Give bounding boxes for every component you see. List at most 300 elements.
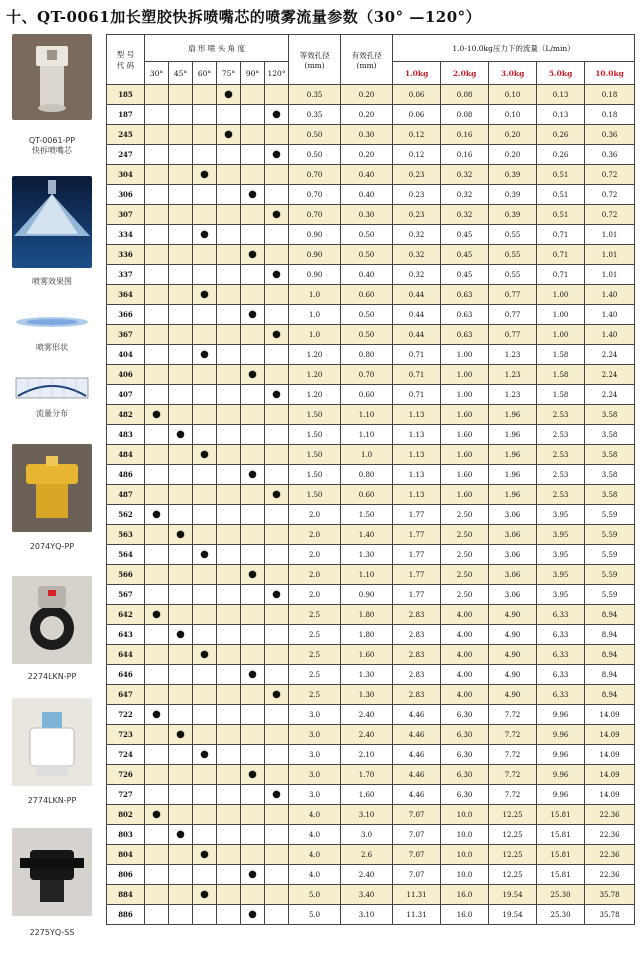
flow-cell: 2.50	[441, 585, 489, 605]
eff-orifice-cell: 1.80	[341, 605, 393, 625]
angle-cell	[241, 405, 265, 425]
angle-cell	[193, 905, 217, 925]
angle-cell	[169, 405, 193, 425]
angle-cell	[169, 505, 193, 525]
flow-cell: 4.90	[489, 645, 537, 665]
angle-cell	[145, 665, 169, 685]
flow-cell: 2.24	[585, 345, 635, 365]
table-row	[107, 125, 635, 145]
eq-orifice-cell: 5.0	[289, 905, 341, 925]
flow-cell: 10.0	[441, 825, 489, 845]
angle-cell	[265, 665, 289, 685]
flow-cell: 7.07	[393, 845, 441, 865]
flow-cell: 12.25	[489, 805, 537, 825]
angle-cell	[193, 505, 217, 525]
flow-cell: 15.81	[537, 845, 585, 865]
angle-cell	[145, 485, 169, 505]
model-code-cell: 407	[107, 385, 145, 405]
eff-orifice-cell: 0.20	[341, 145, 393, 165]
flow-cell: 0.16	[441, 145, 489, 165]
angle-cell	[241, 485, 265, 505]
eff-orifice-cell: 2.40	[341, 705, 393, 725]
header-pressure: 1.0kg	[393, 62, 441, 85]
model-code-cell: 643	[107, 625, 145, 645]
flow-cell: 1.60	[441, 405, 489, 425]
flow-cell: 1.60	[441, 425, 489, 445]
flow-cell: 2.24	[585, 365, 635, 385]
header-eff-orifice: 有效孔径 (mm)	[341, 35, 393, 85]
flow-cell: 9.96	[537, 785, 585, 805]
flow-cell: 9.96	[537, 765, 585, 785]
angle-cell	[169, 285, 193, 305]
eq-orifice-cell: 2.0	[289, 565, 341, 585]
angle-cell	[169, 125, 193, 145]
table-row	[107, 885, 635, 905]
angle-cell	[265, 605, 289, 625]
angle-cell	[241, 425, 265, 445]
flow-cell: 0.06	[393, 85, 441, 105]
flow-cell: 4.00	[441, 625, 489, 645]
eq-orifice-cell: 2.5	[289, 645, 341, 665]
model-code-cell: 482	[107, 405, 145, 425]
flow-cell: 0.71	[393, 345, 441, 365]
flow-cell: 3.06	[489, 545, 537, 565]
eq-orifice-cell: 5.0	[289, 885, 341, 905]
table-row	[107, 385, 635, 405]
flow-cell: 16.0	[441, 905, 489, 925]
flow-cell: 0.51	[537, 165, 585, 185]
table-row	[107, 345, 635, 365]
flow-cell: 0.63	[441, 285, 489, 305]
angle-cell	[217, 785, 241, 805]
flow-cell: 0.71	[537, 225, 585, 245]
angle-cell	[241, 445, 265, 465]
flow-cell: 0.44	[393, 285, 441, 305]
flow-cell: 0.16	[441, 125, 489, 145]
flow-cell: 1.60	[441, 445, 489, 465]
flow-cell: 3.95	[537, 585, 585, 605]
model-code-cell: 487	[107, 485, 145, 505]
model-code-cell: 245	[107, 125, 145, 145]
angle-dot: ●	[193, 545, 217, 565]
angle-cell	[217, 545, 241, 565]
header-angle: 75°	[217, 62, 241, 85]
eff-orifice-cell: 0.30	[341, 205, 393, 225]
angle-cell	[145, 325, 169, 345]
angle-cell	[265, 245, 289, 265]
angle-cell	[169, 165, 193, 185]
flow-cell: 1.13	[393, 445, 441, 465]
flow-cell: 0.39	[489, 185, 537, 205]
angle-cell	[169, 665, 193, 685]
table-row	[107, 325, 635, 345]
flow-cell: 0.32	[393, 245, 441, 265]
flow-cell: 0.20	[489, 145, 537, 165]
flow-cell: 1.96	[489, 485, 537, 505]
eff-orifice-cell: 0.90	[341, 585, 393, 605]
flow-cell: 1.00	[537, 325, 585, 345]
angle-cell	[145, 205, 169, 225]
header-angle: 120°	[265, 62, 289, 85]
flow-cell: 0.12	[393, 145, 441, 165]
angle-cell	[145, 225, 169, 245]
model-code-cell: 727	[107, 785, 145, 805]
table-row	[107, 445, 635, 465]
angle-dot: ●	[241, 305, 265, 325]
angle-cell	[265, 465, 289, 485]
angle-cell	[193, 805, 217, 825]
flow-cell: 0.77	[489, 285, 537, 305]
angle-cell	[169, 765, 193, 785]
flow-cell: 1.23	[489, 365, 537, 385]
table-row	[107, 865, 635, 885]
model-code-cell: 647	[107, 685, 145, 705]
flow-cell: 0.71	[537, 245, 585, 265]
flow-cell: 2.50	[441, 525, 489, 545]
table-row	[107, 565, 635, 585]
sidebar-caption-2: 喷雾形状	[36, 343, 68, 352]
angle-dot: ●	[265, 585, 289, 605]
flow-cell: 12.25	[489, 865, 537, 885]
angle-cell	[217, 485, 241, 505]
angle-dot: ●	[145, 605, 169, 625]
table-row	[107, 85, 635, 105]
angle-cell	[169, 845, 193, 865]
header-pressure: 5.0kg	[537, 62, 585, 85]
angle-cell	[145, 245, 169, 265]
angle-cell	[241, 205, 265, 225]
flow-cell: 9.96	[537, 705, 585, 725]
model-code-cell: 336	[107, 245, 145, 265]
flow-cell: 1.01	[585, 245, 635, 265]
flow-cell: 25.30	[537, 885, 585, 905]
angle-cell	[193, 245, 217, 265]
flow-cell: 1.58	[537, 345, 585, 365]
angle-cell	[193, 385, 217, 405]
angle-cell	[217, 365, 241, 385]
eff-orifice-cell: 0.60	[341, 485, 393, 505]
angle-dot: ●	[265, 385, 289, 405]
angle-cell	[265, 745, 289, 765]
angle-dot: ●	[217, 85, 241, 105]
angle-cell	[193, 365, 217, 385]
eff-orifice-cell: 1.80	[341, 625, 393, 645]
model-code-cell: 306	[107, 185, 145, 205]
model-code-cell: 483	[107, 425, 145, 445]
flow-cell: 0.32	[441, 185, 489, 205]
angle-cell	[169, 865, 193, 885]
flow-cell: 4.00	[441, 665, 489, 685]
angle-cell	[265, 165, 289, 185]
flow-cell: 0.55	[489, 265, 537, 285]
eq-orifice-cell: 3.0	[289, 725, 341, 745]
angle-cell	[145, 785, 169, 805]
angle-cell	[145, 165, 169, 185]
angle-cell	[145, 365, 169, 385]
angle-cell	[241, 825, 265, 845]
eq-orifice-cell: 2.5	[289, 605, 341, 625]
angle-dot: ●	[145, 705, 169, 725]
flow-cell: 14.09	[585, 765, 635, 785]
eff-orifice-cell: 2.40	[341, 865, 393, 885]
angle-cell	[241, 745, 265, 765]
model-code-cell: 185	[107, 85, 145, 105]
angle-dot: ●	[193, 345, 217, 365]
angle-cell	[169, 465, 193, 485]
angle-cell	[217, 765, 241, 785]
flow-cell: 2.83	[393, 685, 441, 705]
flow-cell: 0.45	[441, 245, 489, 265]
sidebar-caption-7: 2275YQ-SS	[29, 928, 75, 937]
flow-cell: 0.32	[393, 225, 441, 245]
model-code-cell: 406	[107, 365, 145, 385]
flow-cell: 35.78	[585, 905, 635, 925]
flow-cell: 0.71	[537, 265, 585, 285]
angle-cell	[169, 365, 193, 385]
angle-cell	[265, 905, 289, 925]
header-angle: 90°	[241, 62, 265, 85]
header-pressure: 10.0kg	[585, 62, 635, 85]
flow-cell: 1.77	[393, 585, 441, 605]
eff-orifice-cell: 1.10	[341, 405, 393, 425]
angle-cell	[241, 705, 265, 725]
eq-orifice-cell: 2.0	[289, 505, 341, 525]
table-row	[107, 785, 635, 805]
flow-cell: 1.77	[393, 545, 441, 565]
flow-cell: 7.72	[489, 785, 537, 805]
angle-cell	[217, 225, 241, 245]
angle-dot: ●	[169, 625, 193, 645]
flow-cell: 1.96	[489, 465, 537, 485]
angle-cell	[145, 145, 169, 165]
flow-cell: 0.18	[585, 85, 635, 105]
angle-cell	[193, 685, 217, 705]
eq-orifice-cell: 3.0	[289, 705, 341, 725]
angle-cell	[217, 885, 241, 905]
table-row	[107, 225, 635, 245]
model-code-cell: 726	[107, 765, 145, 785]
eq-orifice-cell: 1.50	[289, 445, 341, 465]
eq-orifice-cell: 1.20	[289, 385, 341, 405]
flow-cell: 2.83	[393, 625, 441, 645]
table-row	[107, 905, 635, 925]
angle-cell	[145, 565, 169, 585]
flow-cell: 1.60	[441, 465, 489, 485]
angle-cell	[241, 105, 265, 125]
angle-cell	[145, 345, 169, 365]
angle-cell	[193, 665, 217, 685]
page-title: 十、QT-0061加长塑胶快拆喷嘴芯的喷雾流量参数（30° —120°）	[6, 8, 482, 26]
flow-cell: 0.55	[489, 225, 537, 245]
flow-cell: 5.59	[585, 565, 635, 585]
flow-cell: 11.31	[393, 885, 441, 905]
model-code-cell: 562	[107, 505, 145, 525]
angle-cell	[265, 545, 289, 565]
angle-cell	[241, 585, 265, 605]
eq-orifice-cell: 1.0	[289, 325, 341, 345]
model-code-cell: 564	[107, 545, 145, 565]
flow-cell: 2.50	[441, 565, 489, 585]
flow-cell: 4.46	[393, 705, 441, 725]
angle-cell	[217, 345, 241, 365]
flow-cell: 14.09	[585, 725, 635, 745]
eq-orifice-cell: 0.70	[289, 165, 341, 185]
flow-cell: 1.96	[489, 405, 537, 425]
model-code-cell: 404	[107, 345, 145, 365]
angle-cell	[241, 265, 265, 285]
flow-cell: 0.12	[393, 125, 441, 145]
angle-cell	[265, 625, 289, 645]
angle-cell	[217, 165, 241, 185]
model-code-cell: 722	[107, 705, 145, 725]
flow-cell: 1.00	[441, 365, 489, 385]
flow-cell: 5.59	[585, 525, 635, 545]
eq-orifice-cell: 0.90	[289, 225, 341, 245]
header-angle: 60°	[193, 62, 217, 85]
flow-cell: 7.72	[489, 765, 537, 785]
flow-cell: 1.00	[537, 305, 585, 325]
eff-orifice-cell: 0.20	[341, 105, 393, 125]
flow-cell: 0.55	[489, 245, 537, 265]
eff-orifice-cell: 1.30	[341, 665, 393, 685]
eq-orifice-cell: 1.0	[289, 305, 341, 325]
eff-orifice-cell: 1.0	[341, 445, 393, 465]
eq-orifice-cell: 1.20	[289, 345, 341, 365]
angle-cell	[265, 305, 289, 325]
white-nozzle-image	[12, 698, 92, 786]
eff-orifice-cell: 1.60	[341, 645, 393, 665]
model-code-cell: 337	[107, 265, 145, 285]
eff-orifice-cell: 1.10	[341, 565, 393, 585]
eff-orifice-cell: 3.10	[341, 905, 393, 925]
flow-cell: 5.59	[585, 505, 635, 525]
flow-cell: 4.46	[393, 725, 441, 745]
angle-cell	[241, 385, 265, 405]
yellow-nozzle-image	[12, 444, 92, 532]
table-row	[107, 725, 635, 745]
eq-orifice-cell: 4.0	[289, 865, 341, 885]
flow-cell: 15.81	[537, 865, 585, 885]
eff-orifice-cell: 1.10	[341, 425, 393, 445]
angle-cell	[193, 305, 217, 325]
angle-dot: ●	[193, 225, 217, 245]
eq-orifice-cell: 1.50	[289, 465, 341, 485]
header-angle-group: 扇 形 喷 头 角 度	[145, 35, 289, 62]
angle-cell	[193, 525, 217, 545]
angle-cell	[193, 485, 217, 505]
angle-cell	[169, 645, 193, 665]
angle-dot: ●	[145, 405, 169, 425]
flow-cell: 0.06	[393, 105, 441, 125]
angle-cell	[265, 225, 289, 245]
eq-orifice-cell: 0.90	[289, 265, 341, 285]
angle-cell	[145, 745, 169, 765]
flow-cell: 6.33	[537, 665, 585, 685]
table-row	[107, 805, 635, 825]
flow-cell: 0.39	[489, 205, 537, 225]
eff-orifice-cell: 0.40	[341, 265, 393, 285]
angle-cell	[193, 585, 217, 605]
model-code-cell: 567	[107, 585, 145, 605]
angle-cell	[193, 825, 217, 845]
eff-orifice-cell: 1.40	[341, 525, 393, 545]
eq-orifice-cell: 0.70	[289, 205, 341, 225]
flow-cell: 3.58	[585, 445, 635, 465]
sidebar-caption-6: 2774LKN-PP	[27, 796, 77, 805]
nozzle-core-image	[12, 34, 92, 120]
angle-cell	[193, 85, 217, 105]
flow-cell: 14.09	[585, 785, 635, 805]
flow-cell: 4.46	[393, 745, 441, 765]
flow-cell: 3.58	[585, 405, 635, 425]
table-row	[107, 165, 635, 185]
flow-cell: 0.71	[393, 385, 441, 405]
flow-cell: 25.30	[537, 905, 585, 925]
angle-dot: ●	[265, 105, 289, 125]
angle-cell	[193, 145, 217, 165]
model-code-cell: 884	[107, 885, 145, 905]
angle-cell	[145, 625, 169, 645]
flow-cell: 0.44	[393, 305, 441, 325]
angle-cell	[217, 725, 241, 745]
angle-cell	[217, 145, 241, 165]
table-row	[107, 705, 635, 725]
flow-cell: 3.95	[537, 545, 585, 565]
angle-cell	[217, 445, 241, 465]
flow-parameter-table	[106, 34, 635, 925]
eff-orifice-cell: 2.10	[341, 745, 393, 765]
angle-cell	[265, 765, 289, 785]
eq-orifice-cell: 0.50	[289, 125, 341, 145]
header-eq-orifice: 等效孔径 (mm)	[289, 35, 341, 85]
angle-cell	[217, 425, 241, 445]
eff-orifice-cell: 0.70	[341, 365, 393, 385]
angle-cell	[145, 185, 169, 205]
angle-cell	[193, 265, 217, 285]
angle-cell	[169, 745, 193, 765]
model-code-cell: 334	[107, 225, 145, 245]
flow-cell: 0.10	[489, 105, 537, 125]
eq-orifice-cell: 2.0	[289, 585, 341, 605]
flow-cell: 0.23	[393, 205, 441, 225]
angle-cell	[265, 805, 289, 825]
table-row	[107, 525, 635, 545]
flow-cell: 3.58	[585, 465, 635, 485]
angle-cell	[241, 325, 265, 345]
angle-cell	[145, 765, 169, 785]
angle-cell	[169, 265, 193, 285]
angle-cell	[217, 865, 241, 885]
angle-cell	[169, 225, 193, 245]
table-body	[107, 85, 635, 925]
eff-orifice-cell: 2.6	[341, 845, 393, 865]
angle-cell	[169, 705, 193, 725]
flow-cell: 1.23	[489, 345, 537, 365]
angle-dot: ●	[193, 745, 217, 765]
model-code-cell: 367	[107, 325, 145, 345]
flow-cell: 22.36	[585, 865, 635, 885]
flow-cell: 3.06	[489, 525, 537, 545]
flow-cell: 7.72	[489, 705, 537, 725]
angle-cell	[169, 785, 193, 805]
angle-cell	[193, 705, 217, 725]
angle-cell	[193, 105, 217, 125]
angle-cell	[169, 545, 193, 565]
angle-cell	[241, 545, 265, 565]
flow-cell: 1.00	[441, 345, 489, 365]
flow-cell: 1.40	[585, 305, 635, 325]
flow-cell: 1.23	[489, 385, 537, 405]
